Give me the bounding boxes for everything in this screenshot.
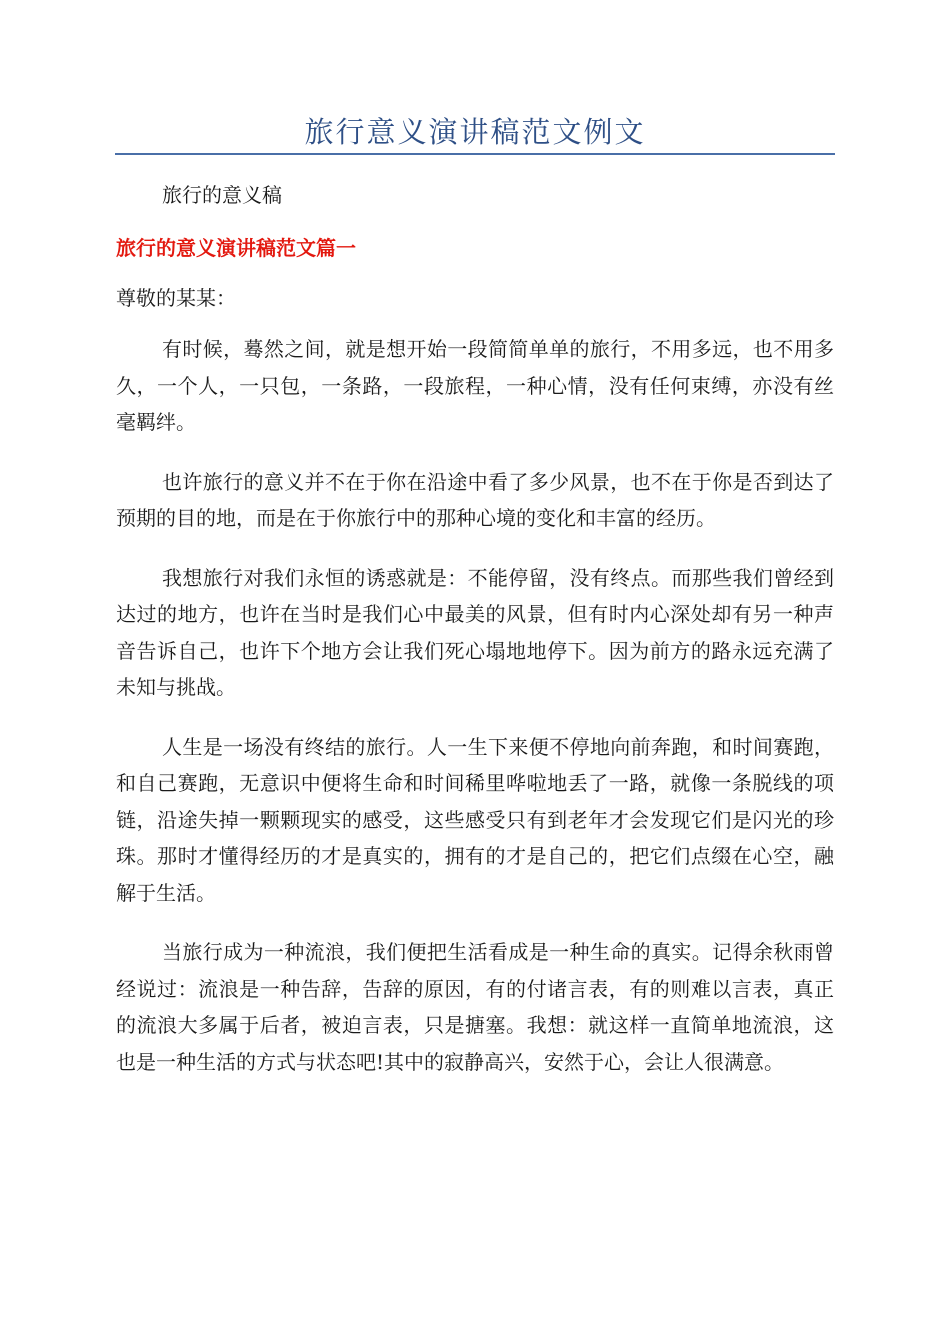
document-title: 旅行意义演讲稿范文例文	[304, 115, 646, 149]
body-text	[116, 331, 834, 1103]
salutation: 尊敬的某某：	[116, 286, 236, 310]
document-subtitle: 旅行的意义稿	[162, 183, 282, 207]
paragraph-5: 当旅行成为一种流浪，我们便把生活看成是一种生命的真实。记得余秋雨曾经说过：流浪是一种告辞，告辞的原因，有的付诸言表，有的则难以言表，真正的流浪大多属于后者，被迫言表，只是搪塞。我想：就这样一直简单地流浪，这也是一种生活的方式与状态吧!其中的寂静高兴，安然于心，会让人很满意。	[116, 940, 834, 1074]
section-heading: 旅行的意义演讲稿范文篇一	[116, 236, 356, 260]
paragraph-3: 我想旅行对我们永恒的诱惑就是：不能停留，没有终点。而那些我们曾经到达过的地方，也许在当时是我们心中最美的风景，但有时内心深处却有另一种声音告诉自己，也许下个地方会让我们死心塌地地停下。因为前方的路永远充满了未知与挑战。	[116, 565, 834, 699]
title-underline	[115, 153, 835, 155]
paragraph-2: 也许旅行的意义并不在于你在沿途中看了多少风景，也不在于你是否到达了预期的目的地，而是在于你旅行中的那种心境的变化和丰富的经历。	[116, 469, 834, 530]
paragraph-1: 有时候，蓦然之间，就是想开始一段简简单单的旅行，不用多远，也不用多久，一个人，一只包，一条路，一段旅程，一种心情，没有任何束缚，亦没有丝毫羁绊。	[116, 337, 834, 434]
paragraph-4: 人生是一场没有终结的旅行。人一生下来便不停地向前奔跑，和时间赛跑，和自己赛跑，无意识中便将生命和时间稀里哗啦地丢了一路，就像一条脱线的项链，沿途失掉一颗颗现实的感受，这些感受只有到老年才会发现它们是闪光的珍珠。那时才懂得经历的才是真实的，拥有的才是自己的，把它们点缀在心空，融解于生活。	[116, 734, 834, 905]
